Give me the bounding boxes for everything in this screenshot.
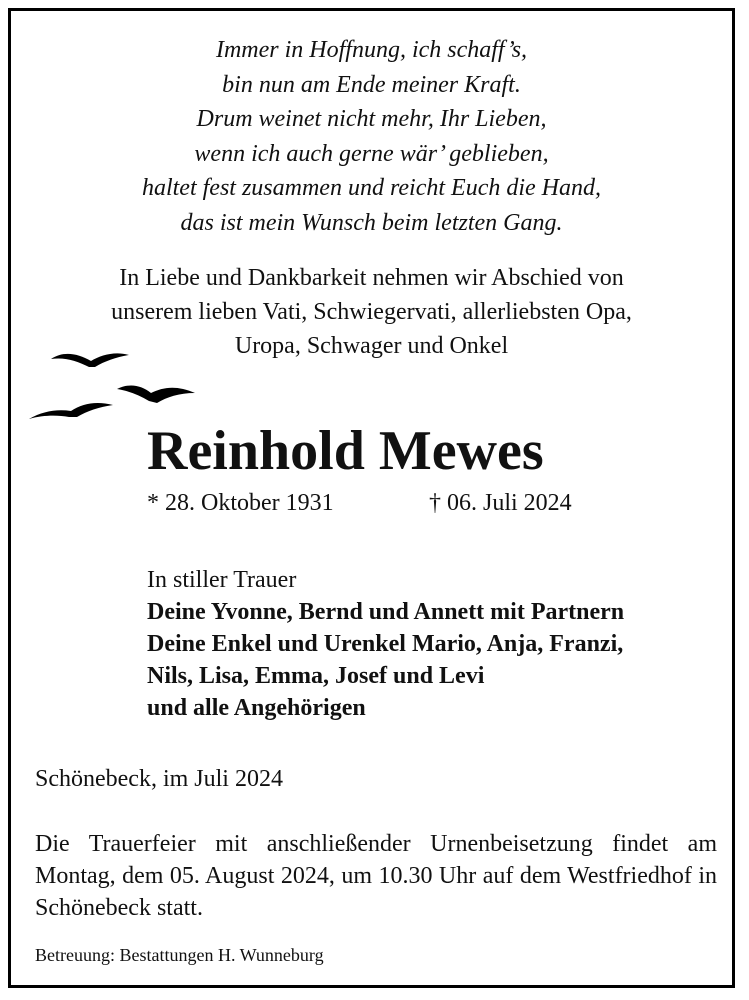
place-date: Schönebeck, im Juli 2024 [35, 766, 283, 792]
mourner-line: Deine Enkel und Urenkel Mario, Anja, Franzi, [147, 631, 624, 657]
mourner-line: Nils, Lisa, Emma, Josef und Levi [147, 663, 485, 689]
mourners [147, 564, 624, 724]
death-date: † 06. Juli 2024 [429, 490, 572, 516]
ceremony-info: Die Trauerfeier mit anschließender Urnenbeisetzung findet am Montag, dem 05. August 2024, um 10.30 Uhr auf dem Westfriedhof in Schönebeck statt. [35, 831, 717, 921]
deceased-name: Reinhold Mewes [147, 420, 544, 482]
poem-line: bin nun am Ende meiner Kraft. [222, 71, 521, 98]
poem-line: haltet fest zusammen und reicht Euch die Hand, [141, 175, 602, 201]
poem-line: wenn ich auch gerne wär’ geblieben, [194, 140, 549, 167]
mourner-line: und alle Angehörigen [147, 695, 366, 721]
intro-line: unserem lieben Vati, Schwiegervati, allerliebsten Opa, [111, 299, 632, 325]
poem [11, 33, 732, 240]
mourner-line: Deine Yvonne, Bernd und Annett mit Partnern [147, 599, 625, 625]
poem-line: Immer in Hoffnung, ich schaff’s, [215, 37, 528, 63]
funeral-home: Betreuung: Bestattungen H. Wunneburg [35, 945, 324, 965]
birds-icon [29, 341, 199, 421]
intro-line: Uropa, Schwager und Onkel [234, 333, 509, 359]
intro-line: In Liebe und Dankbarkeit nehmen wir Abschied von [119, 265, 624, 291]
poem-line: das ist mein Wunsch beim letzten Gang. [180, 209, 563, 236]
obituary-notice [8, 8, 735, 988]
mourners-heading: In stiller Trauer [147, 567, 297, 593]
birth-date: * 28. Oktober 1931 [147, 490, 334, 516]
poem-line: Drum weinet nicht mehr, Ihr Lieben, [196, 106, 547, 132]
